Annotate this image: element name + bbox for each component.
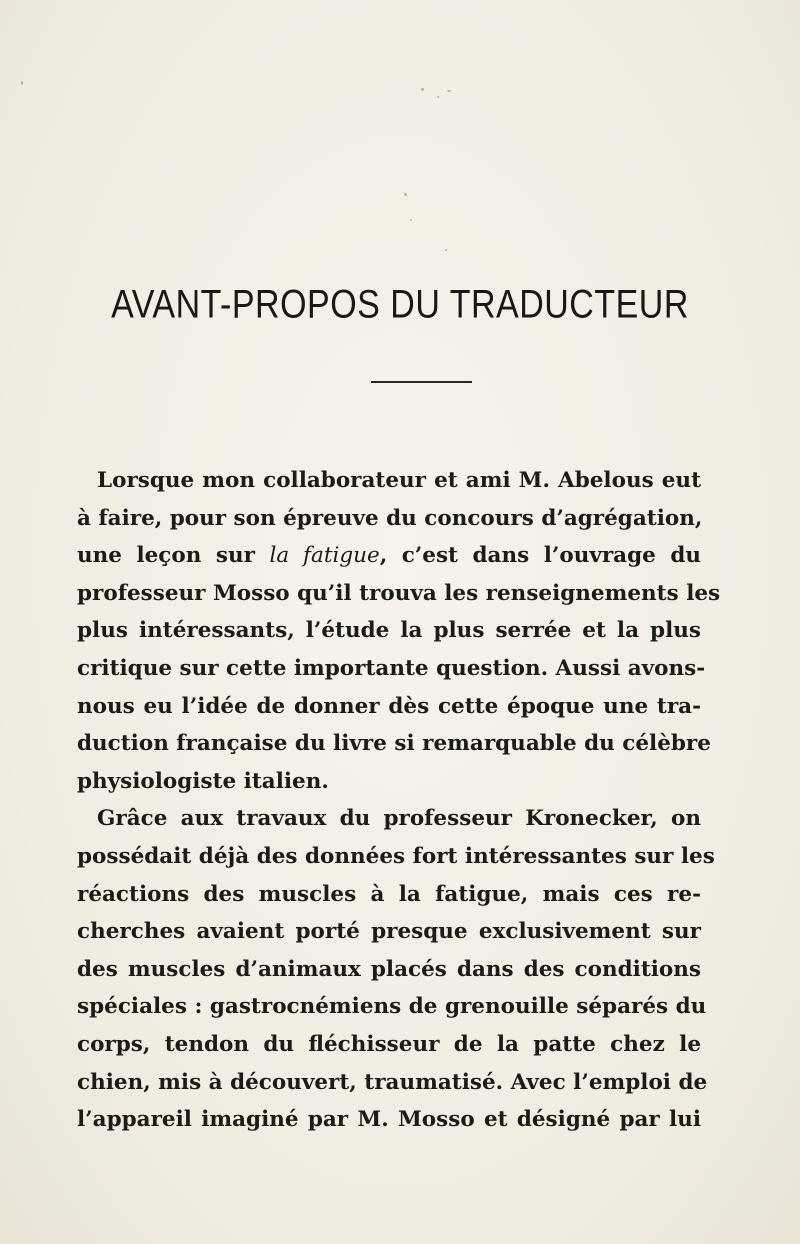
text-line: spéciales : gastrocnémiens de grenouille séparés du xyxy=(77,994,707,1020)
text-line: réactions des muscles à la fatigue, mais ces re- xyxy=(77,881,701,907)
text-line: chien, mis à découvert, traumatisé. Avec l’emploi de xyxy=(77,1069,708,1095)
text-line: cherches avaient porté presque exclusivement sur xyxy=(77,919,701,945)
text-line: une leçon sur la fatigue, c’est dans l’ouvrage du xyxy=(77,543,702,569)
text-line: l’appareil imaginé par M. Mosso et désigné par lui xyxy=(77,1107,701,1133)
page-speck xyxy=(421,88,424,91)
title-divider xyxy=(371,381,472,383)
text-line: corps, tendon du fléchisseur de la patte chez le xyxy=(77,1031,701,1057)
text-line: plus intéressants, l’étude la plus serrée et la plus xyxy=(77,618,701,644)
page-speck xyxy=(447,90,451,92)
text-line: critique sur cette importante question. Aussi avons- xyxy=(77,655,706,681)
page-speck xyxy=(21,81,23,85)
text-line: Lorsque mon collaborateur et ami M. Abelous eut xyxy=(97,468,701,493)
page-title: AVANT-PROPOS DU TRADUCTEUR xyxy=(111,282,689,327)
text-line: physiologiste italien. xyxy=(77,768,329,794)
page-speck xyxy=(445,249,447,251)
text-line: des muscles d’animaux placés dans des conditions xyxy=(77,956,701,982)
text-line: professeur Mosso qu’il trouva les renseignements les xyxy=(77,580,721,606)
page-speck xyxy=(437,96,439,98)
text-line: possédait déjà des données fort intéressantes sur les xyxy=(77,843,715,869)
text-line: à faire, pour son épreuve du concours d’agrégation, xyxy=(77,505,703,531)
text-line: duction française du livre si remarquable du célèbre xyxy=(77,731,711,757)
page-speck xyxy=(404,193,407,196)
body-text xyxy=(77,462,721,1139)
text-line: nous eu l’idée de donner dès cette époque une tra- xyxy=(77,693,701,719)
italic-title: la fatigue xyxy=(269,543,380,569)
page-speck xyxy=(410,219,412,221)
text-line: Grâce aux travaux du professeur Kronecker, on xyxy=(97,806,701,832)
